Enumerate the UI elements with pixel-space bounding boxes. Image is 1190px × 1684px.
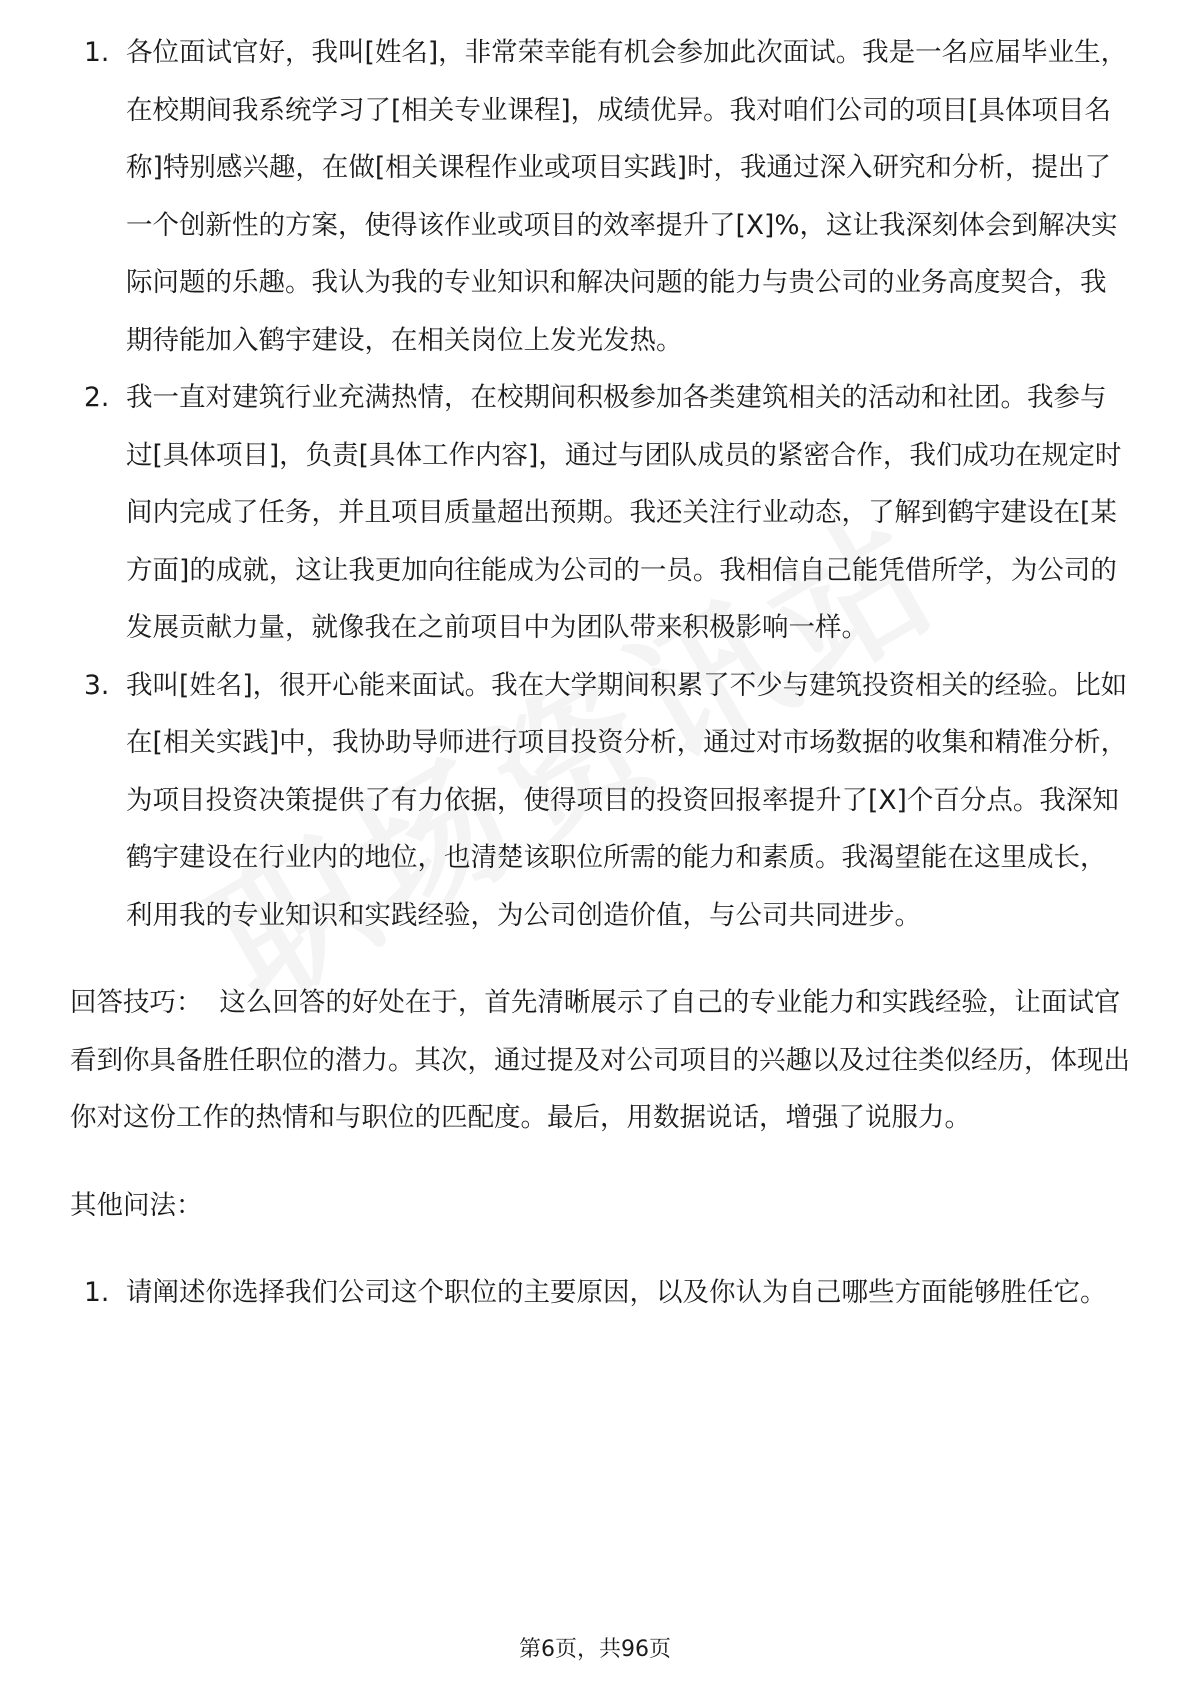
answer-tips-paragraph (70, 974, 1130, 1147)
page-number: 第6页，共96页 (519, 1637, 671, 1662)
page-content (70, 24, 1130, 1322)
answer-text: 我一直对建筑行业充满热情，在校期间积极参加各类建筑相关的活动和社团。我参与过[具体项目]，负责[具体工作内容]，通过与团队成员的紧密合作，我们成功在规定时间内完成了任务，并且项目质量超出预期。我还关注行业动态，了解到鹤宇建设在[某方面]的成就，这让我更加向往能成为公司的一员。我相信自己能凭借所学，为公司的发展贡献力量，就像我在之前项目中为团队带来积极影响一样。 (126, 382, 1122, 643)
answer-item-3 (70, 657, 1130, 945)
answer-text: 我叫[姓名]，很开心能来面试。我在大学期间积累了不少与建筑投资相关的经验。比如在[相关实践]中，我协助导师进行项目投资分析，通过对市场数据的收集和精准分析，为项目投资决策提供了有力依据，使得项目的投资回报率提升了[X]个百分点。我深知鹤宇建设在行业内的地位，也清楚该职位所需的能力和素质。我渴望能在这里成长，利用我的专业知识和实践经验，为公司创造价值，与公司共同进步。 (126, 669, 1128, 931)
answer-item-2 (70, 369, 1130, 657)
other-questions-heading: 其他问法： (70, 1189, 203, 1221)
answer-item-1 (70, 24, 1130, 369)
other-questions-list (70, 1264, 1130, 1322)
other-question-text: 请阐述你选择我们公司这个职位的主要原因，以及你认为自己哪些方面能够胜任它。 (126, 1277, 1107, 1308)
other-question-item-1 (70, 1264, 1130, 1322)
tips-text: 这么回答的好处在于，首先清晰展示了自己的专业能力和实践经验，让面试官看到你具备胜任职位的潜力。其次，通过提及对公司项目的兴趣以及过往类似经历，体现出你对这份工作的热情和与职位的匹配度。最后，用数据说话，增强了说服力。 (70, 987, 1130, 1133)
tips-label: 回答技巧： (70, 987, 203, 1018)
list-number: 3. (84, 669, 110, 701)
answer-list (70, 24, 1130, 944)
list-number: 1. (84, 37, 110, 68)
answer-text: 各位面试官好，我叫[姓名]，非常荣幸能有机会参加此次面试。我是一名应届毕业生，在校期间我系统学习了[相关专业课程]，成绩优异。我对咱们公司的项目[具体项目名称]特别感兴趣，在做[相关课程作业或项目实践]时，我通过深入研究和分析，提出了一个创新性的方案，使得该作业或项目的效率提升了[X]%，这让我深刻体会到解决实际问题的乐趣。我认为我的专业知识和解决问题的能力与贵公司的业务高度契合，我期待能加入鹤宇建设，在相关岗位上发光发热。 (126, 37, 1128, 356)
list-number: 1. (84, 1277, 110, 1308)
list-number: 2. (84, 382, 110, 413)
